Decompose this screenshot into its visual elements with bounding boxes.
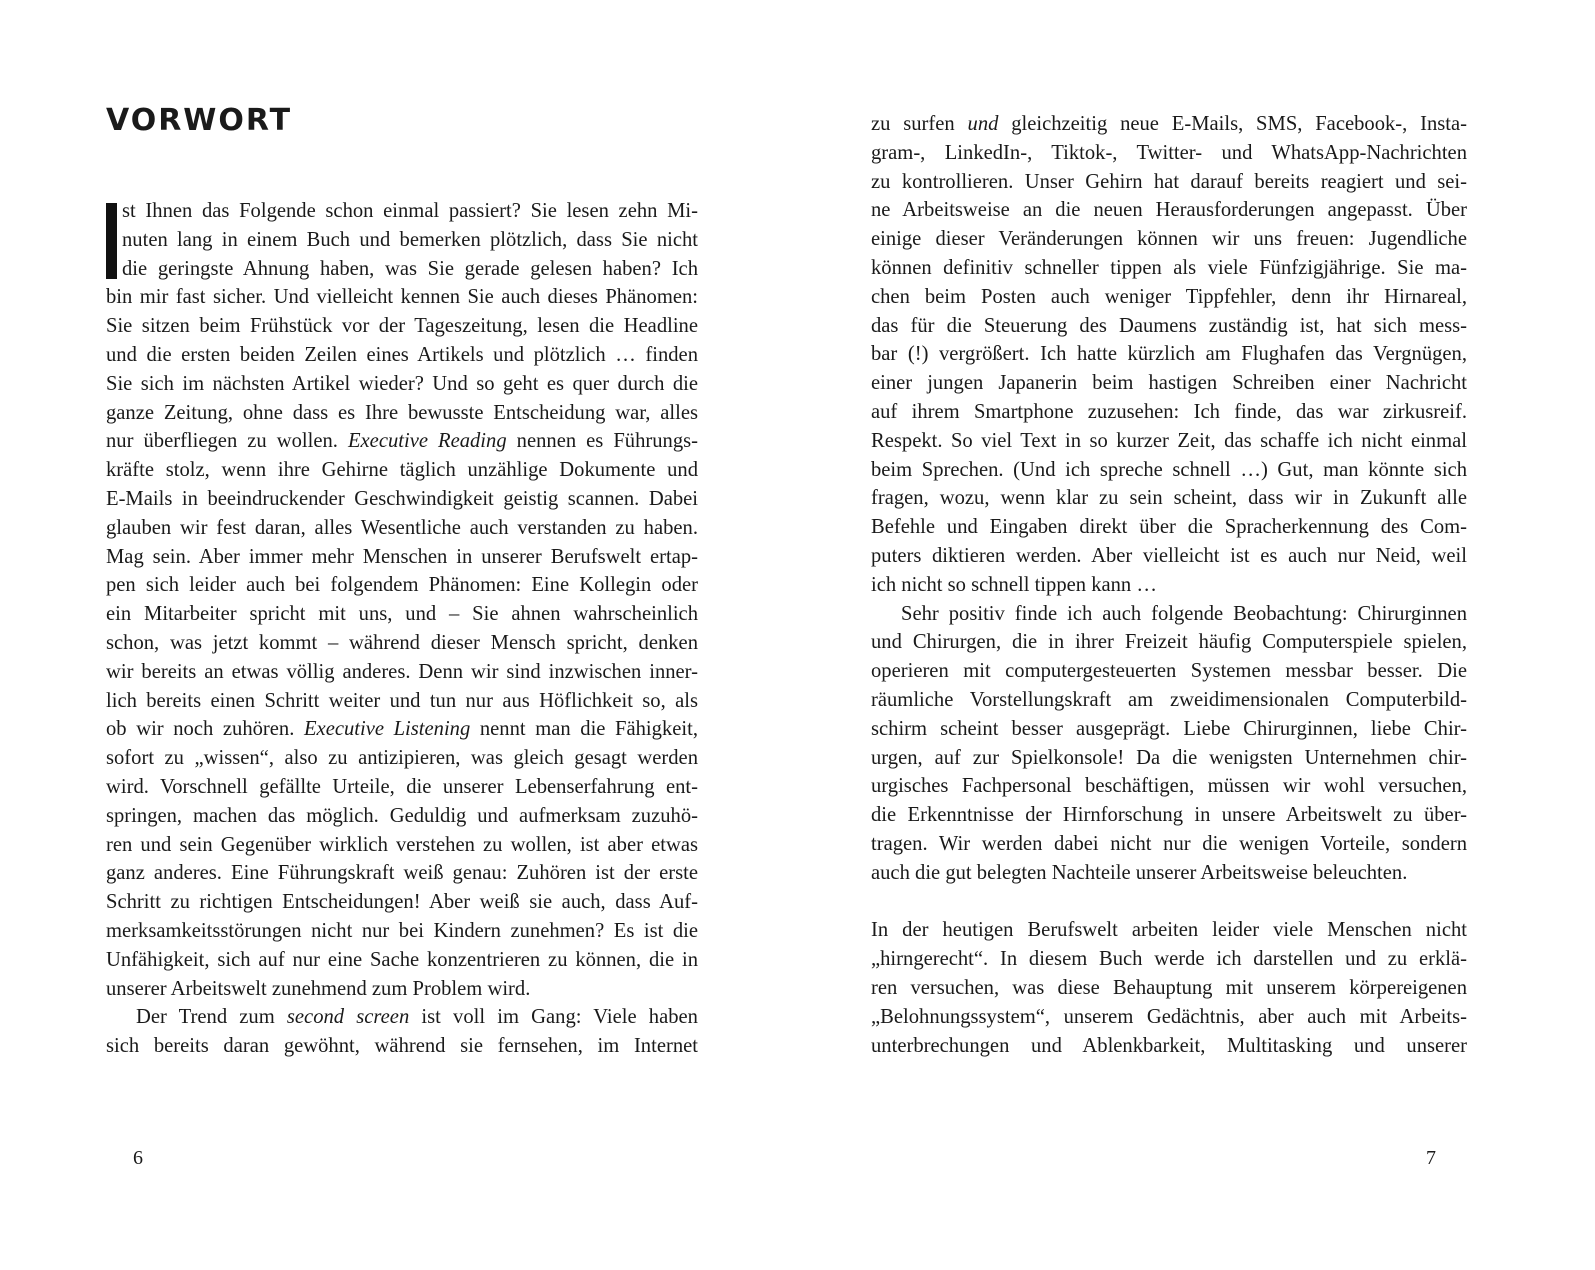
text-line: Sehr positiv finde ich auch folgende Beobachtung: Chirurginnen bbox=[901, 602, 1467, 625]
right-page bbox=[797, 0, 1595, 1270]
text-line: bin mir fast sicher. Und vielleicht kennen Sie auch dieses Phänomen: bbox=[106, 286, 698, 309]
page-number: 7 bbox=[1426, 1147, 1436, 1169]
text-line: kräfte stolz, wenn ihre Gehirne täglich unzählige Dokumente und bbox=[106, 459, 698, 482]
text-line: Schritt zu richtigen Entscheidungen! Aber weiß sie auch, dass Auf- bbox=[106, 891, 698, 914]
text-run: nur überfliegen zu wollen. bbox=[106, 430, 348, 453]
text-line: urgen, auf zur Spielkonsole! Da die wenigsten Unternehmen chir- bbox=[871, 746, 1467, 769]
text-line: wird. Vorschnell gefällte Urteile, die unserer Lebenserfahrung ent- bbox=[106, 775, 698, 798]
text-line: ganz anderes. Eine Führungskraft weiß genau: Zuhören ist der erste bbox=[106, 862, 698, 885]
text-line: Mag sein. Aber immer mehr Menschen in unserer Berufswelt ertap- bbox=[106, 545, 698, 568]
text-line: schirm scheint besser ausgeprägt. Liebe Chirurginnen, liebe Chir- bbox=[871, 717, 1467, 740]
italic-term: Executive Listening bbox=[303, 718, 471, 741]
text-line: die Erkenntnisse der Hirnforschung in unsere Arbeitswelt zu über- bbox=[871, 804, 1467, 827]
text-line: pen sich leider auch bei folgendem Phänomen: Eine Kollegin oder bbox=[106, 574, 698, 597]
text-line: beim Sprechen. (Und ich spreche schnell …) Gut, man könnte sich bbox=[871, 458, 1467, 481]
text-line: können definitiv schneller tippen als viele Fünfzigjährige. Sie ma- bbox=[871, 256, 1467, 279]
text-run: nennen es Führungs- bbox=[506, 430, 698, 453]
text-run: zu surfen bbox=[871, 113, 968, 135]
text-line: die geringste Ahnung haben, was Sie gerade gelesen haben? Ich bbox=[122, 257, 698, 280]
text-run: gleichzeitig neue E-Mails, SMS, Facebook-, Insta- bbox=[998, 113, 1467, 135]
right-text-column bbox=[871, 110, 1467, 1060]
text-line: einige dieser Veränderungen können wir uns freuen: Jugendliche bbox=[871, 228, 1467, 251]
text-run: Der Trend zum bbox=[136, 1006, 287, 1029]
text-run: ist voll im Gang: Viele haben bbox=[409, 1006, 698, 1029]
text-line: puters diktieren werden. Aber vielleicht ist es auch nur Neid, weil bbox=[871, 544, 1467, 567]
text-line: E-Mails in beeindruckender Geschwindigkeit geistig scannen. Dabei bbox=[106, 487, 698, 510]
text-line: lich bereits einen Schritt weiter und tun nur aus Höflichkeit so, als bbox=[106, 689, 698, 712]
text-line: ren und sein Gegenüber wirklich verstehen zu wollen, ist aber etwas bbox=[106, 833, 698, 856]
italic-term: Executive Reading bbox=[347, 430, 507, 453]
text-line: Unfähigkeit, sich auf nur eine Sache konzentrieren zu können, die in bbox=[106, 948, 698, 971]
text-line: Sie sitzen beim Frühstück vor der Tageszeitung, lesen die Headline bbox=[106, 315, 698, 338]
text-line: und Chirurgen, die in ihrer Freizeit häufig Computerspiele spielen, bbox=[871, 631, 1467, 654]
text-line: ren versuchen, was diese Behauptung mit unserem körpereigenen bbox=[871, 976, 1467, 999]
text-line: st Ihnen das Folgende schon einmal passiert? Sie lesen zehn Mi- bbox=[122, 200, 698, 222]
text-line: fragen, wozu, wenn klar zu sein scheint, dass wir in Zukunft alle bbox=[871, 487, 1467, 510]
text-line: ein Mitarbeiter spricht mit uns, und – Sie ahnen wahrscheinlich bbox=[106, 603, 698, 626]
paragraph-gap bbox=[871, 888, 1467, 917]
text-line: glauben wir fest daran, alles Wesentliche auch verstanden zu haben. bbox=[106, 516, 698, 539]
text-line: schon, was jetzt kommt – während dieser Mensch spricht, denken bbox=[106, 631, 698, 654]
text-line: wir bereits an etwas völlig anderes. Denn wir sind inzwischen inner- bbox=[106, 660, 698, 683]
text-line: und die ersten beiden Zeilen eines Artikels und plötzlich … finden bbox=[106, 343, 698, 366]
left-text-column bbox=[106, 197, 698, 1061]
text-line: auf ihrem Smartphone zuzusehen: Ich finde, das war zirkusreif. bbox=[871, 400, 1467, 423]
left-page bbox=[0, 0, 797, 1270]
text-line: ne Arbeitsweise an die neuen Herausforderungen angepasst. Über bbox=[871, 199, 1467, 222]
text-line bbox=[106, 1003, 698, 1032]
text-line: räumliche Vorstellungskraft am zweidimensionalen Computerbild- bbox=[871, 688, 1467, 711]
text-line: tragen. Wir werden dabei nicht nur die wenigen Vorteile, sondern bbox=[871, 832, 1467, 855]
text-line: „Belohnungssystem“, unserem Gedächtnis, aber auch mit Arbeits- bbox=[871, 1005, 1467, 1028]
text-line: „hirngerecht“. In diesem Buch werde ich darstellen und zu erklä- bbox=[871, 948, 1467, 971]
text-line: auch die gut belegten Nachteile unserer Arbeitsweise beleuchten. bbox=[871, 861, 1408, 884]
text-run: nennt man die Fähigkeit, bbox=[470, 718, 698, 741]
text-line: gram-, LinkedIn-, Tiktok-, Twitter- und WhatsApp-Nachrichten bbox=[871, 141, 1467, 164]
text-line: operieren mit computergesteuerten Systemen messbar besser. Die bbox=[871, 660, 1467, 683]
text-line: bar (!) vergrößert. Ich hatte kürzlich am Flughafen das Vergnügen, bbox=[871, 343, 1467, 366]
page-number: 6 bbox=[133, 1147, 143, 1169]
text-line bbox=[106, 427, 698, 456]
text-line: ganze Zeitung, ohne dass es Ihre bewusste Entscheidung war, alles bbox=[106, 401, 698, 424]
drop-cap bbox=[106, 203, 117, 279]
text-line: Befehle und Eingaben direkt über die Spracherkennung des Com- bbox=[871, 516, 1467, 539]
text-line: sofort zu „wissen“, also zu antizipieren, was gleich gesagt werden bbox=[106, 747, 698, 770]
chapter-heading: VORWORT bbox=[106, 103, 293, 138]
italic-term: second screen bbox=[286, 1006, 410, 1029]
text-line: Respekt. So viel Text in so kurzer Zeit, das schaffe ich nicht einmal bbox=[871, 429, 1467, 452]
text-line: zu kontrollieren. Unser Gehirn hat darauf bereits reagiert und sei- bbox=[871, 170, 1467, 193]
text-line: Sie sich im nächsten Artikel wieder? Und so geht es quer durch die bbox=[106, 372, 698, 395]
text-line: sich bereits daran gewöhnt, während sie fernsehen, im Internet bbox=[106, 1035, 698, 1058]
text-line: unserer Arbeitswelt zunehmend zum Problem wird. bbox=[106, 977, 531, 1000]
text-line: ich nicht so schnell tippen kann … bbox=[871, 573, 1157, 596]
text-line: chen beim Posten auch weniger Tippfehler, denn ihr Hirnareal, bbox=[871, 285, 1467, 308]
text-line bbox=[871, 110, 1467, 139]
italic-term: und bbox=[967, 113, 999, 135]
text-line: unterbrechungen und Ablenkbarkeit, Multitasking und unserer bbox=[871, 1034, 1467, 1057]
text-line: nuten lang in einem Buch und bemerken plötzlich, dass Sie nicht bbox=[122, 228, 698, 251]
text-run: ob wir noch zuhören. bbox=[106, 718, 304, 741]
text-line: das für die Steuerung des Daumens zuständig ist, hat sich mess- bbox=[871, 314, 1467, 337]
text-line bbox=[106, 715, 698, 744]
text-line: einer jungen Japanerin beim hastigen Schreiben einer Nachricht bbox=[871, 372, 1467, 395]
text-line: urgisches Fachpersonal beschäftigen, müssen wir wohl versuchen, bbox=[871, 775, 1467, 798]
text-line: springen, machen das möglich. Geduldig und aufmerksam zuzuhö- bbox=[106, 804, 698, 827]
text-line: merksamkeitsstörungen nicht nur bei Kindern zunehmen? Es ist die bbox=[106, 919, 698, 942]
text-line: In der heutigen Berufswelt arbeiten leider viele Menschen nicht bbox=[871, 919, 1467, 942]
